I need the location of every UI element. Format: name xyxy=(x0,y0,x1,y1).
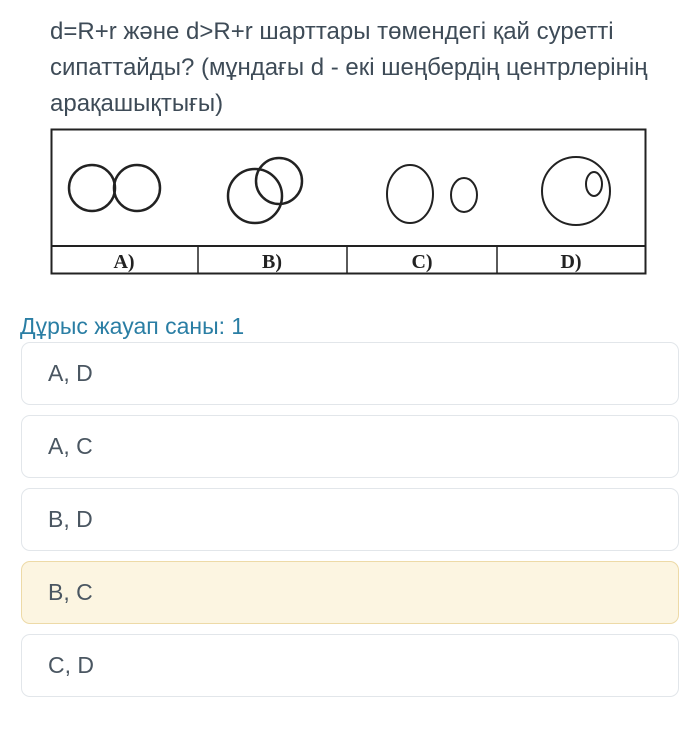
option-label: A, C xyxy=(48,433,93,459)
option-label: B, D xyxy=(48,506,93,532)
option-label: C, D xyxy=(48,652,94,678)
figure-label-c: C) xyxy=(411,251,433,273)
figure-label-a: A) xyxy=(113,251,135,273)
circles-figure xyxy=(50,128,647,275)
option-a-d[interactable] xyxy=(21,342,679,405)
option-b-d[interactable] xyxy=(21,488,679,551)
option-label: B, C xyxy=(48,579,93,605)
figure-label-b: B) xyxy=(262,251,282,273)
question-text: d=R+r және d>R+r шарттары төмендегі қай суретті сипаттайды? (мұндағы d - екі шеңбердің центрлерінің арақашықтығы) xyxy=(50,18,648,117)
correct-answer-count: Дұрыс жауап саны: 1 xyxy=(20,313,245,339)
option-label: A, D xyxy=(48,360,93,386)
option-a-c[interactable] xyxy=(21,415,679,478)
option-b-c[interactable] xyxy=(21,561,679,624)
figure-label-d: D) xyxy=(560,251,582,273)
answer-options xyxy=(21,342,679,707)
option-c-d[interactable] xyxy=(21,634,679,697)
